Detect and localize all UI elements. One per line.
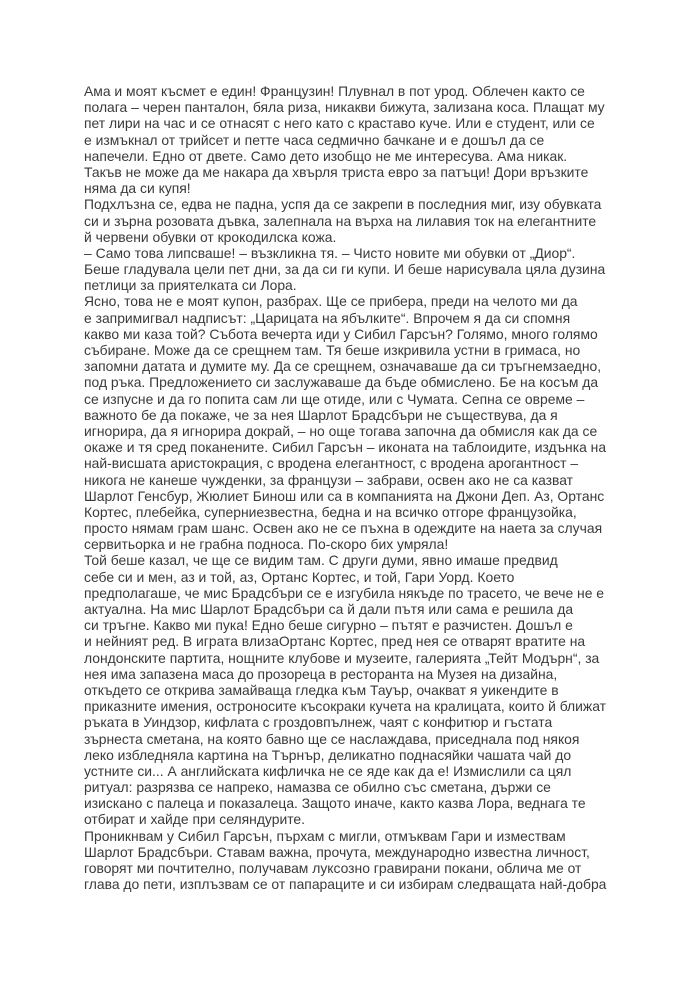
text-line: откъдето се открива замайваща гледка към Тауър, очакват я уикендите в (84, 681, 559, 698)
text-line: ръката в Уиндзор, кифлата с гроздовпълнеж, чаят с конфитюр и гъстата (84, 714, 553, 731)
text-line: глава до пети, изплъзвам се от папараците и си избирам следващата най-добра (84, 876, 607, 893)
text-line: ритуал: разрязва се напреко, намазва се обилно със сметана, държи се (84, 779, 551, 796)
text-line: е измъкнал от трийсет и петте часа седмично бачкане и е дошъл да се (84, 131, 545, 148)
text-line: – Само това липсваше! – възкликна тя. – Чисто новите ми обувки от „Диор“. (84, 244, 576, 261)
text-line: говорят ми почтително, получавам луксозно гравирани покани, облича ме от (84, 860, 582, 876)
text-line: Той беше казал, че ще се видим там. С други думи, явно имаше предвид (84, 552, 558, 569)
text-line: най-висшата аристокрация, с вродена елегантност, с вродена арогантност – (84, 455, 579, 472)
text-line: Шарлот Брадсбъри. Ставам важна, прочута, международно известна личност, (84, 843, 590, 860)
text-line: актуална. На мис Шарлот Брадсбъри са й дали пътя или сама е решила да (84, 601, 574, 617)
text-line: отбират и хайде при селяндурите. (84, 811, 305, 828)
text-line: Шарлот Генсбур, Жюлиет Бинош или са в компанията на Джони Деп. Аз, Ортанс (84, 487, 605, 504)
text-line: няма да си купя! (84, 180, 191, 197)
text-line: Такъв не може да ме накара да хвърля триста евро за патъци! Дори връзките (84, 163, 589, 180)
text-line: леко избледняла картина на Търнър, деликатно поднасяйки чашата чай до (84, 746, 572, 763)
text-line: сервитьорка и не грабна подноса. По-скоро бих умряла! (84, 536, 449, 553)
text-line: и нейният ред. В играта влизаОртанс Кортес, пред нея се отварят вратите на (84, 633, 586, 650)
text-line: просто нямам грам шанс. Освен ако не се пъхна в одеждите на наета за случая (84, 520, 603, 537)
text-line: Проникнвам у Сибил Гарсън, пърхам с мигли, отмъквам Гари и измествам (84, 827, 566, 844)
text-line: окаже и тя сред поканените. Сибил Гарсън – иконата на таблоидите, издънка на (84, 439, 607, 456)
text-line: петлици за приятелката си Лора. (84, 277, 297, 294)
text-line: пет лири на час и се отнасят с него като с краставо куче. Или е студент, или се (84, 115, 595, 132)
text-line: Подхлъзна се, едва не падна, успя да се закрепи в последния миг, изу обувката (84, 196, 602, 213)
text-line: полага – черен панталон, бяла риза, никакви бижута, зализана коса. Плащат му (84, 99, 605, 116)
text-line: игнорира, да я игнорира докрай, – но още тогава започна да обмисля как да се (84, 422, 598, 439)
text-line: себе си и мен, аз и той, аз, Ортанс Кортес, и той, Гари Уорд. Което (84, 568, 515, 585)
text-line: никога не канеше чужденки, за французи – забрави, освен ако не са казват (84, 471, 574, 488)
text-line: приказните имения, остроносите късокраки кучета на кралицата, които й ближат (84, 698, 606, 715)
text-line: предполагаше, че мис Брадсбъри се е изгубила някъде по трасето, че вече не е (84, 584, 605, 601)
text-line: лондонските партита, нощните клубове и музеите, галерията „Тейт Модърн“, за (84, 649, 600, 666)
text-line: нея има запазена маса до прозореца в ресторанта на Музея на дизайна, (84, 665, 558, 682)
text-line: си тръгне. Какво ми пука! Едно беше сигурно – пътят е разчистен. Дошъл е (84, 617, 573, 634)
text-line: Ама и моят късмет е един! Французин! Плувнал в пот урод. Облечен както се (84, 83, 585, 99)
body-text (84, 83, 624, 892)
text-line: се изпусне и да го попита сам ли ще отиде, или с Чумата. Сепна се овреме – (84, 390, 585, 407)
text-line: й червени обувки от крокодилска кожа. (84, 228, 337, 245)
text-line: устните си... А английската кифличка не се яде как да е! Измислили са цял (84, 762, 572, 779)
text-line: е запримигвал надписът: „Царицата на ябълките“. Впрочем я да си спомня (84, 309, 571, 326)
text-line: запомни датата и думите му. Да се срещнем, означаваше да си тръгнемзаедно, (84, 358, 602, 375)
text-line: Ясно, това не е моят купон, разбрах. Ще се прибера, преди на челото ми да (84, 293, 578, 310)
text-line: събиране. Може да се срещнем там. Тя беше изкривила устни в гримаса, но (84, 342, 581, 358)
text-line: Беше гладувала цели пет дни, за да си ги купи. И беше нарисувала цяла дузина (84, 261, 606, 278)
text-line: Кортес, плебейка, суперниезвестна, бедна и на всичко отгоре французойка, (84, 503, 577, 520)
text-line: напечели. Едно от двете. Само дето изобщо не ме интересува. Ама никак. (84, 147, 568, 164)
text-line: зърнеста сметана, на която бавно ще се наслаждава, приседнала под някоя (84, 730, 580, 747)
text-line: какво ми каза той? Събота вечерта иди у Сибил Гарсън? Голямо, много голямо (84, 325, 598, 342)
text-line: си и зърна розовата дъвка, залепнала на върха на лилавия ток на елегантните (84, 212, 597, 229)
text-line: важното бе да покаже, че за нея Шарлот Брадсбъри не съществува, да я (84, 406, 558, 423)
text-line: изискано с палеца и показалеца. Защото иначе, както казва Лора, веднага те (84, 795, 586, 812)
text-line: под ръка. Предложението си заслужаваше да бъде обмислено. Бе на косъм да (84, 374, 599, 391)
